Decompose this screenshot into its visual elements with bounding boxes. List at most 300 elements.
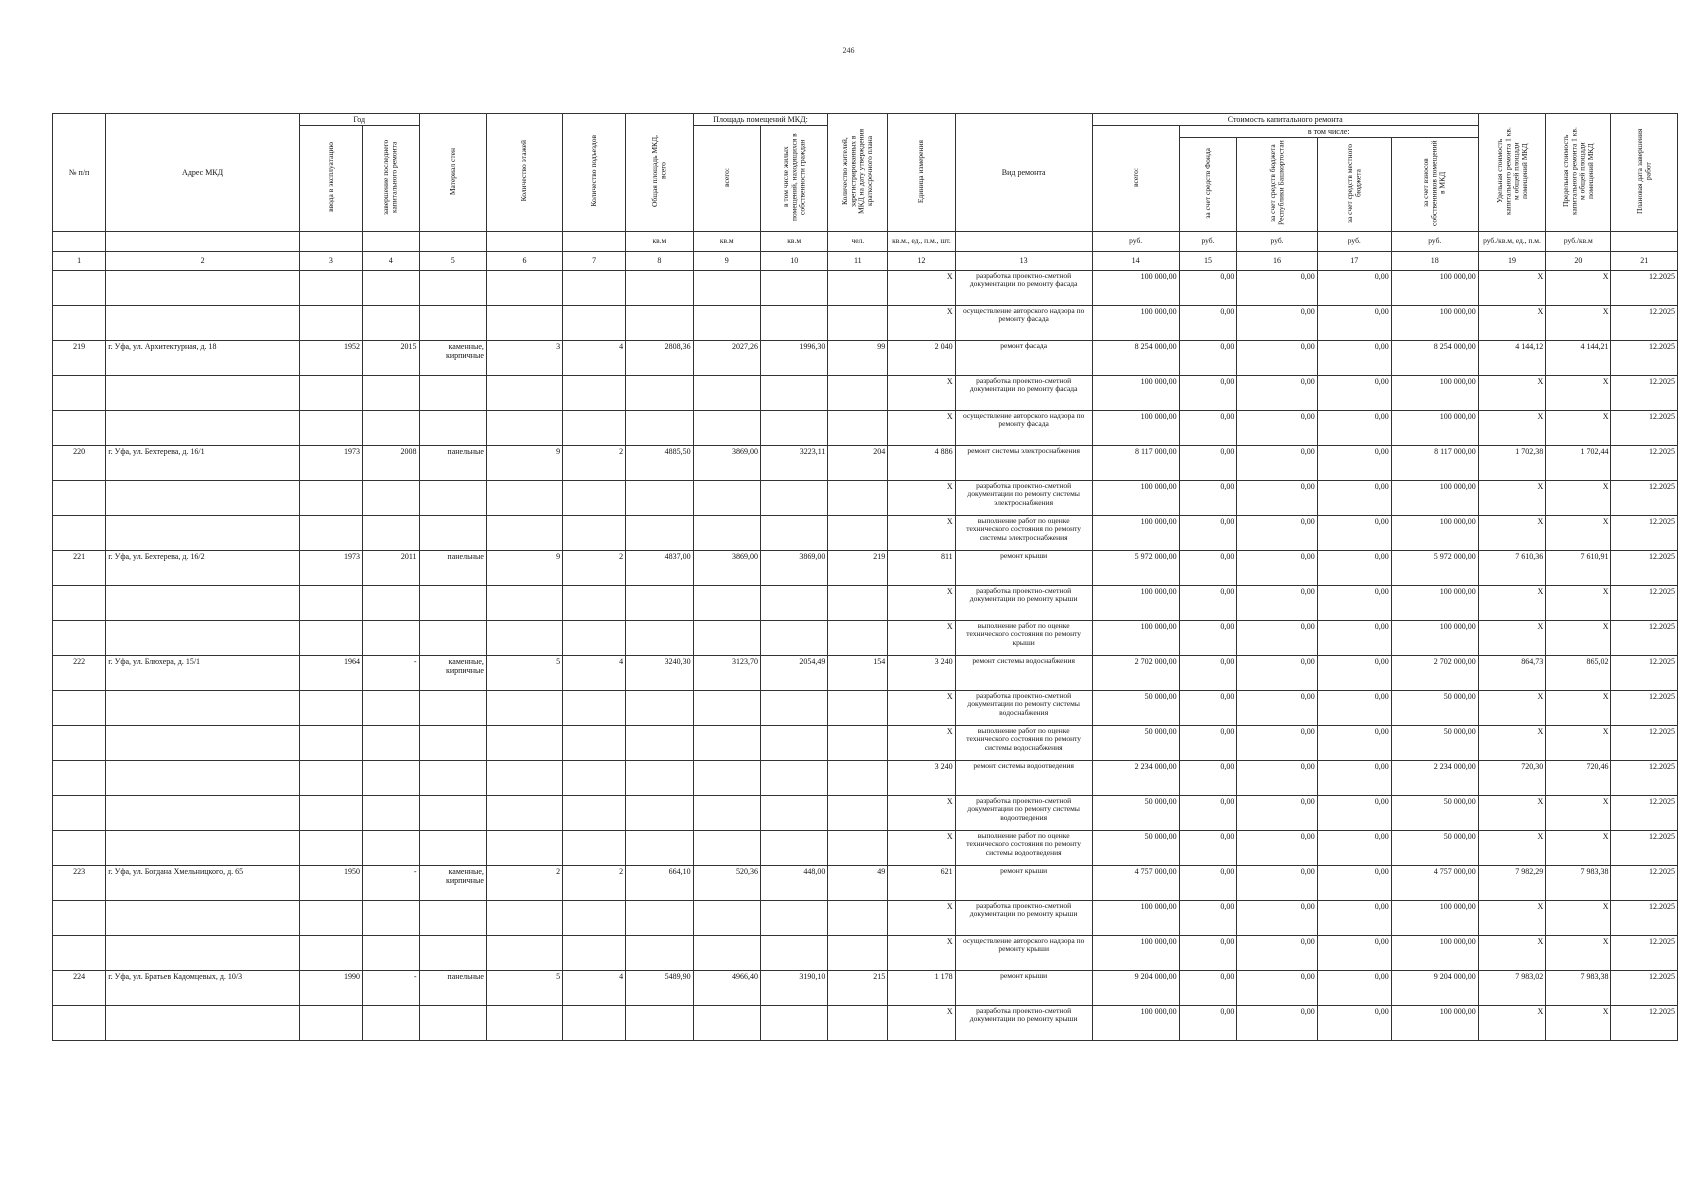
- table-cell-u12: X: [888, 305, 955, 340]
- header-residents: Количество жителей, зарегистрированных в МКД на дату утверждения краткосрочного плана: [828, 114, 888, 232]
- table-cell-addr: г. Уфа, ул. Бехтерева, д. 16/2: [106, 550, 300, 585]
- table-cell-en: [563, 375, 626, 410]
- table-cell-a10: 448,00: [760, 865, 827, 900]
- table-row: [53, 900, 1678, 935]
- table-cell-a8: [626, 620, 693, 655]
- table-cell-c19: X: [1478, 375, 1545, 410]
- column-number-cell: 7: [563, 251, 626, 270]
- table-cell-y1: [299, 795, 362, 830]
- table-cell-c20: 7 983,38: [1546, 865, 1611, 900]
- table-cell-a9: 3123,70: [693, 655, 760, 690]
- table-cell-addr: [106, 1005, 300, 1040]
- table-row: [53, 970, 1678, 1005]
- table-cell-en: [563, 515, 626, 550]
- table-cell-mat: [419, 760, 486, 795]
- table-cell-c17: 0,00: [1317, 515, 1391, 550]
- units-row: [53, 231, 1678, 251]
- table-row: [53, 655, 1678, 690]
- table-cell-c17: 0,00: [1317, 865, 1391, 900]
- table-cell-work: выполнение работ по оценке технического состояния по ремонту системы водоснабжения: [955, 725, 1092, 760]
- table-row: [53, 375, 1678, 410]
- header-max-cost: Предельная стоимость капитального ремонта 1 кв. м общей площади помещений МКД: [1546, 114, 1611, 232]
- table-cell-en: [563, 620, 626, 655]
- table-cell-y1: [299, 270, 362, 305]
- table-cell-a9: 3869,00: [693, 550, 760, 585]
- unit-cell: кв.м: [760, 231, 827, 251]
- table-cell-c19: 7 610,36: [1478, 550, 1545, 585]
- table-cell-c14: 5 972 000,00: [1092, 550, 1179, 585]
- table-cell-work: разработка проектно-сметной документации по ремонту крыши: [955, 900, 1092, 935]
- column-number-cell: 4: [362, 251, 419, 270]
- table-cell-c19: X: [1478, 690, 1545, 725]
- table-cell-a10: [760, 725, 827, 760]
- table-cell-c19: X: [1478, 480, 1545, 515]
- table-cell-a11: [828, 305, 888, 340]
- column-number-cell: 17: [1317, 251, 1391, 270]
- table-row: [53, 865, 1678, 900]
- table-cell-c20: 865,02: [1546, 655, 1611, 690]
- table-cell-c16: 0,00: [1237, 865, 1317, 900]
- table-cell-d21: 12.2025: [1611, 690, 1678, 725]
- table-cell-a11: [828, 480, 888, 515]
- table-cell-c18: 100 000,00: [1391, 375, 1478, 410]
- table-cell-fl: 5: [486, 655, 562, 690]
- table-cell-fl: [486, 935, 562, 970]
- table-cell-u12: 621: [888, 865, 955, 900]
- table-cell-en: 2: [563, 445, 626, 480]
- table-cell-d21: 12.2025: [1611, 935, 1678, 970]
- table-cell-y1: [299, 620, 362, 655]
- table-cell-c16: 0,00: [1237, 550, 1317, 585]
- unit-cell: руб.: [1391, 231, 1478, 251]
- table-cell-mat: [419, 480, 486, 515]
- table-cell-a11: [828, 620, 888, 655]
- table-cell-y2: [362, 515, 419, 550]
- table-cell-a8: [626, 270, 693, 305]
- capital-repair-table: [52, 113, 1678, 1041]
- column-number-cell: 10: [760, 251, 827, 270]
- table-cell-c17: 0,00: [1317, 375, 1391, 410]
- table-cell-c17: 0,00: [1317, 795, 1391, 830]
- table-cell-addr: [106, 900, 300, 935]
- table-cell-u12: X: [888, 515, 955, 550]
- table-cell-c20: X: [1546, 375, 1611, 410]
- table-row: [53, 1005, 1678, 1040]
- table-cell-mat: каменные, кирпичные: [419, 865, 486, 900]
- table-cell-d21: 12.2025: [1611, 900, 1678, 935]
- table-cell-u12: X: [888, 725, 955, 760]
- table-cell-c16: 0,00: [1237, 340, 1317, 375]
- table-cell-c17: 0,00: [1317, 480, 1391, 515]
- table-cell-addr: г. Уфа, ул. Бехтерева, д. 16/1: [106, 445, 300, 480]
- unit-cell: кв.м: [626, 231, 693, 251]
- table-cell-addr: [106, 305, 300, 340]
- table-cell-d21: 12.2025: [1611, 760, 1678, 795]
- table-cell-c15: 0,00: [1179, 305, 1237, 340]
- column-number-cell: 14: [1092, 251, 1179, 270]
- table-cell-a11: [828, 410, 888, 445]
- table-cell-c14: 50 000,00: [1092, 725, 1179, 760]
- table-cell-fl: [486, 480, 562, 515]
- table-cell-fl: [486, 795, 562, 830]
- table-cell-addr: г. Уфа, ул. Архитектурная, д. 18: [106, 340, 300, 375]
- table-cell-a8: 4837,00: [626, 550, 693, 585]
- table-cell-n: [53, 480, 106, 515]
- table-cell-c17: 0,00: [1317, 760, 1391, 795]
- table-cell-u12: X: [888, 585, 955, 620]
- table-cell-u12: X: [888, 270, 955, 305]
- table-cell-a8: [626, 795, 693, 830]
- table-cell-c14: 100 000,00: [1092, 900, 1179, 935]
- table-cell-a10: [760, 795, 827, 830]
- table-cell-addr: [106, 690, 300, 725]
- table-cell-en: 4: [563, 970, 626, 1005]
- table-cell-c14: 100 000,00: [1092, 515, 1179, 550]
- table-cell-c14: 50 000,00: [1092, 795, 1179, 830]
- table-cell-c18: 50 000,00: [1391, 725, 1478, 760]
- table-cell-a8: 664,10: [626, 865, 693, 900]
- table-cell-mat: [419, 830, 486, 865]
- table-cell-c18: 100 000,00: [1391, 305, 1478, 340]
- table-cell-d21: 12.2025: [1611, 270, 1678, 305]
- table-cell-a9: [693, 760, 760, 795]
- table-cell-a10: [760, 830, 827, 865]
- table-cell-d21: 12.2025: [1611, 585, 1678, 620]
- table-cell-c19: 1 702,38: [1478, 445, 1545, 480]
- table-cell-a11: [828, 935, 888, 970]
- table-cell-a10: [760, 900, 827, 935]
- table-cell-y2: [362, 480, 419, 515]
- table-cell-a9: 4966,40: [693, 970, 760, 1005]
- table-cell-d21: 12.2025: [1611, 1005, 1678, 1040]
- table-cell-addr: [106, 270, 300, 305]
- table-cell-c15: 0,00: [1179, 970, 1237, 1005]
- table-cell-a10: [760, 585, 827, 620]
- table-cell-work: ремонт фасада: [955, 340, 1092, 375]
- table-row: [53, 270, 1678, 305]
- unit-cell: руб.: [1317, 231, 1391, 251]
- column-number-cell: 13: [955, 251, 1092, 270]
- column-number-cell: 8: [626, 251, 693, 270]
- table-cell-n: 224: [53, 970, 106, 1005]
- table-cell-n: [53, 935, 106, 970]
- table-cell-en: [563, 480, 626, 515]
- table-cell-work: осуществление авторского надзора по ремонту фасада: [955, 410, 1092, 445]
- table-row: [53, 725, 1678, 760]
- table-cell-c17: 0,00: [1317, 445, 1391, 480]
- table-cell-mat: [419, 515, 486, 550]
- table-cell-y2: [362, 1005, 419, 1040]
- column-number-cell: 6: [486, 251, 562, 270]
- table-cell-en: [563, 935, 626, 970]
- table-cell-d21: 12.2025: [1611, 620, 1678, 655]
- table-cell-c14: 100 000,00: [1092, 585, 1179, 620]
- table-cell-c19: 7 983,02: [1478, 970, 1545, 1005]
- table-cell-a9: [693, 620, 760, 655]
- table-cell-c20: 1 702,44: [1546, 445, 1611, 480]
- table-cell-en: [563, 270, 626, 305]
- table-cell-c18: 9 204 000,00: [1391, 970, 1478, 1005]
- table-cell-n: 219: [53, 340, 106, 375]
- column-number-cell: 18: [1391, 251, 1478, 270]
- table-cell-a8: [626, 830, 693, 865]
- table-cell-c18: 8 117 000,00: [1391, 445, 1478, 480]
- table-cell-a8: [626, 690, 693, 725]
- column-number-cell: 12: [888, 251, 955, 270]
- table-row: [53, 830, 1678, 865]
- table-cell-fl: 9: [486, 550, 562, 585]
- table-cell-mat: [419, 725, 486, 760]
- table-cell-y1: [299, 935, 362, 970]
- table-cell-a8: [626, 935, 693, 970]
- table-cell-work: ремонт крыши: [955, 550, 1092, 585]
- table-cell-c17: 0,00: [1317, 900, 1391, 935]
- table-cell-n: [53, 620, 106, 655]
- header-cost-local: за счет средств местного бюджета: [1317, 138, 1391, 231]
- table-cell-en: [563, 410, 626, 445]
- table-cell-a9: [693, 480, 760, 515]
- table-cell-c15: 0,00: [1179, 375, 1237, 410]
- table-cell-u12: X: [888, 375, 955, 410]
- table-cell-c14: 100 000,00: [1092, 305, 1179, 340]
- header-plan-date: Плановая дата завершения работ: [1611, 114, 1678, 232]
- table-cell-mat: [419, 270, 486, 305]
- table-cell-a11: 215: [828, 970, 888, 1005]
- table-cell-mat: [419, 620, 486, 655]
- table-cell-c14: 100 000,00: [1092, 620, 1179, 655]
- header-year-last-repair: завершение последнего капитального ремонта: [362, 126, 419, 231]
- table-cell-y2: [362, 900, 419, 935]
- table-cell-a10: [760, 690, 827, 725]
- table-cell-a9: [693, 935, 760, 970]
- table-cell-a8: [626, 480, 693, 515]
- header-num: № п/п: [53, 114, 106, 232]
- table-cell-u12: 4 886: [888, 445, 955, 480]
- table-cell-u12: X: [888, 1005, 955, 1040]
- table-cell-mat: панельные: [419, 445, 486, 480]
- table-cell-c20: 720,46: [1546, 760, 1611, 795]
- table-cell-c15: 0,00: [1179, 340, 1237, 375]
- table-cell-c18: 100 000,00: [1391, 410, 1478, 445]
- table-cell-n: [53, 375, 106, 410]
- table-cell-u12: X: [888, 935, 955, 970]
- table-cell-c20: X: [1546, 410, 1611, 445]
- table-cell-y1: [299, 725, 362, 760]
- table-cell-c18: 100 000,00: [1391, 515, 1478, 550]
- table-cell-d21: 12.2025: [1611, 445, 1678, 480]
- table-cell-c17: 0,00: [1317, 270, 1391, 305]
- table-cell-n: [53, 760, 106, 795]
- table-cell-addr: [106, 725, 300, 760]
- table-cell-a11: 49: [828, 865, 888, 900]
- table-cell-c14: 4 757 000,00: [1092, 865, 1179, 900]
- table-cell-addr: [106, 410, 300, 445]
- table-cell-en: [563, 830, 626, 865]
- table-cell-c20: X: [1546, 270, 1611, 305]
- table-cell-c18: 5 972 000,00: [1391, 550, 1478, 585]
- unit-cell: руб.: [1179, 231, 1237, 251]
- table-cell-n: 223: [53, 865, 106, 900]
- table-cell-d21: 12.2025: [1611, 725, 1678, 760]
- table-cell-y2: [362, 270, 419, 305]
- table-cell-y1: [299, 760, 362, 795]
- table-cell-c15: 0,00: [1179, 900, 1237, 935]
- table-cell-u12: X: [888, 620, 955, 655]
- table-cell-mat: [419, 1005, 486, 1040]
- table-cell-c15: 0,00: [1179, 830, 1237, 865]
- unit-cell: кв.м., ед., п.м., шт.: [888, 231, 955, 251]
- unit-cell: руб./кв.м: [1546, 231, 1611, 251]
- table-cell-c19: X: [1478, 410, 1545, 445]
- table-cell-y1: [299, 410, 362, 445]
- table-cell-mat: [419, 900, 486, 935]
- table-cell-c18: 50 000,00: [1391, 830, 1478, 865]
- table-cell-c20: X: [1546, 900, 1611, 935]
- table-cell-c19: X: [1478, 620, 1545, 655]
- table-cell-a9: [693, 515, 760, 550]
- table-cell-a10: 3190,10: [760, 970, 827, 1005]
- table-cell-n: 221: [53, 550, 106, 585]
- table-cell-c19: X: [1478, 830, 1545, 865]
- table-cell-en: 4: [563, 655, 626, 690]
- table-cell-y2: [362, 690, 419, 725]
- table-cell-mat: [419, 305, 486, 340]
- table-cell-y2: -: [362, 865, 419, 900]
- table-cell-y2: 2015: [362, 340, 419, 375]
- table-cell-a10: [760, 1005, 827, 1040]
- table-cell-y2: [362, 760, 419, 795]
- table-cell-c19: X: [1478, 515, 1545, 550]
- table-cell-a8: 2808,36: [626, 340, 693, 375]
- unit-cell: руб.: [1237, 231, 1317, 251]
- table-cell-c15: 0,00: [1179, 690, 1237, 725]
- table-row: [53, 480, 1678, 515]
- table-cell-u12: X: [888, 830, 955, 865]
- table-cell-en: [563, 1005, 626, 1040]
- header-work-type: Вид ремонта: [955, 114, 1092, 232]
- header-cost-rb: за счет средств бюджета Республики Башкортостан: [1237, 138, 1317, 231]
- column-number-cell: 19: [1478, 251, 1545, 270]
- table-cell-c18: 100 000,00: [1391, 900, 1478, 935]
- table-cell-fl: [486, 830, 562, 865]
- table-cell-c15: 0,00: [1179, 655, 1237, 690]
- table-cell-mat: [419, 585, 486, 620]
- table-cell-a11: [828, 1005, 888, 1040]
- table-cell-a9: [693, 900, 760, 935]
- table-cell-a9: [693, 375, 760, 410]
- table-cell-c16: 0,00: [1237, 620, 1317, 655]
- table-row: [53, 515, 1678, 550]
- table-cell-c15: 0,00: [1179, 410, 1237, 445]
- table-cell-y2: [362, 725, 419, 760]
- table-cell-fl: [486, 410, 562, 445]
- table-row: [53, 305, 1678, 340]
- column-number-cell: 2: [106, 251, 300, 270]
- table-cell-y1: 1952: [299, 340, 362, 375]
- table-cell-work: ремонт системы водоотведения: [955, 760, 1092, 795]
- table-cell-a10: [760, 410, 827, 445]
- table-cell-c19: X: [1478, 305, 1545, 340]
- table-cell-u12: 1 178: [888, 970, 955, 1005]
- table-cell-a10: 3869,00: [760, 550, 827, 585]
- table-row: [53, 340, 1678, 375]
- table-cell-y1: 1964: [299, 655, 362, 690]
- table-cell-c19: X: [1478, 585, 1545, 620]
- table-cell-n: [53, 515, 106, 550]
- table-cell-a11: [828, 760, 888, 795]
- table-cell-c19: X: [1478, 900, 1545, 935]
- table-cell-fl: [486, 620, 562, 655]
- table-cell-mat: [419, 410, 486, 445]
- table-cell-work: выполнение работ по оценке технического состояния по ремонту крыши: [955, 620, 1092, 655]
- table-cell-a11: [828, 690, 888, 725]
- column-number-cell: 20: [1546, 251, 1611, 270]
- table-cell-n: [53, 410, 106, 445]
- table-cell-a10: [760, 935, 827, 970]
- table-cell-c16: 0,00: [1237, 795, 1317, 830]
- table-cell-c18: 100 000,00: [1391, 620, 1478, 655]
- column-number-cell: 5: [419, 251, 486, 270]
- table-cell-addr: [106, 480, 300, 515]
- table-cell-c16: 0,00: [1237, 480, 1317, 515]
- table-cell-c16: 0,00: [1237, 900, 1317, 935]
- table-cell-a9: [693, 410, 760, 445]
- table-cell-a10: 3223,11: [760, 445, 827, 480]
- header-cost-fund: за счет средств Фонда: [1179, 138, 1237, 231]
- table-cell-c16: 0,00: [1237, 410, 1317, 445]
- table-cell-work: выполнение работ по оценке технического состояния по ремонту системы электроснабжения: [955, 515, 1092, 550]
- table-cell-addr: г. Уфа, ул. Богдана Хмельницкого, д. 65: [106, 865, 300, 900]
- table-cell-work: ремонт системы электроснабжения: [955, 445, 1092, 480]
- table-cell-y1: 1973: [299, 445, 362, 480]
- table-cell-c15: 0,00: [1179, 480, 1237, 515]
- table-cell-y1: [299, 305, 362, 340]
- table-cell-work: осуществление авторского надзора по ремонту фасада: [955, 305, 1092, 340]
- table-cell-mat: панельные: [419, 970, 486, 1005]
- table-cell-u12: 3 240: [888, 760, 955, 795]
- table-cell-c15: 0,00: [1179, 445, 1237, 480]
- table-cell-a8: [626, 1005, 693, 1040]
- table-cell-c15: 0,00: [1179, 1005, 1237, 1040]
- table-cell-c14: 100 000,00: [1092, 410, 1179, 445]
- header-cost-incl: в том числе:: [1179, 126, 1478, 138]
- table-cell-u12: 811: [888, 550, 955, 585]
- table-cell-c18: 100 000,00: [1391, 270, 1478, 305]
- table-cell-c16: 0,00: [1237, 935, 1317, 970]
- table-cell-y1: [299, 480, 362, 515]
- unit-cell: руб./кв.м, ед., п.м.: [1478, 231, 1545, 251]
- table-row: [53, 620, 1678, 655]
- table-cell-a9: [693, 795, 760, 830]
- header-year: Год: [299, 114, 419, 126]
- table-cell-a10: [760, 620, 827, 655]
- table-cell-a8: 4885,50: [626, 445, 693, 480]
- table-cell-y2: 2008: [362, 445, 419, 480]
- table-row: [53, 760, 1678, 795]
- table-cell-c14: 100 000,00: [1092, 375, 1179, 410]
- table-cell-a9: 3869,00: [693, 445, 760, 480]
- table-cell-c16: 0,00: [1237, 970, 1317, 1005]
- table-cell-c20: 7 610,91: [1546, 550, 1611, 585]
- table-cell-addr: г. Уфа, ул. Блюхера, д. 15/1: [106, 655, 300, 690]
- column-number-cell: 11: [828, 251, 888, 270]
- table-cell-a9: [693, 585, 760, 620]
- table-row: [53, 795, 1678, 830]
- table-cell-en: 2: [563, 865, 626, 900]
- table-cell-mat: [419, 375, 486, 410]
- table-cell-y1: 1950: [299, 865, 362, 900]
- table-cell-c14: 8 117 000,00: [1092, 445, 1179, 480]
